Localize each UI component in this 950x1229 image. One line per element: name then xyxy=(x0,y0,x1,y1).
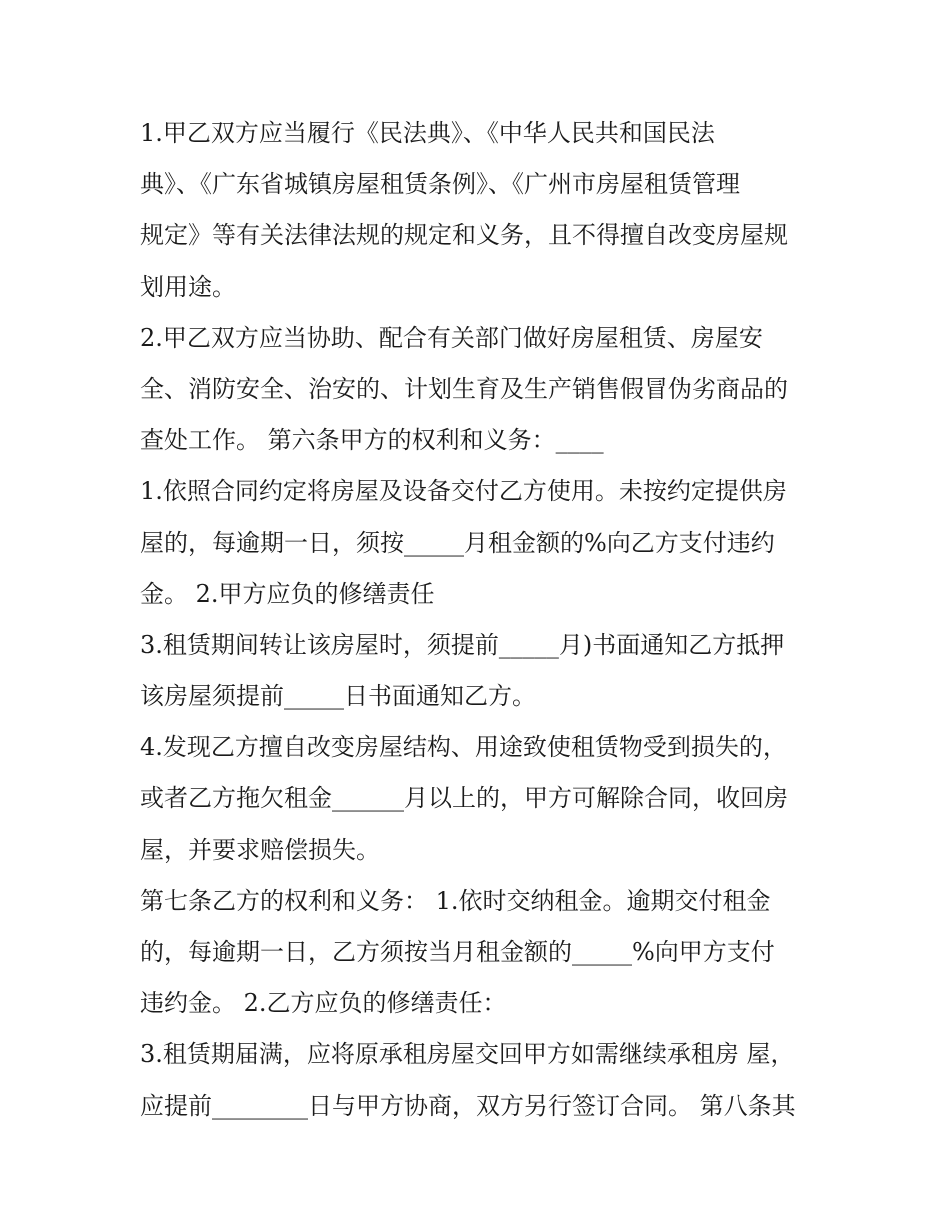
text-line: 查处工作。 第六条甲方的权利和义务：____ xyxy=(140,426,604,455)
text-line: 金。 2.甲方应负的修缮责任 xyxy=(140,579,435,608)
text-line: 或者乙方拖欠租金______月以上的，甲方可解除合同，收回房 xyxy=(140,784,788,813)
contract-text xyxy=(140,108,820,1132)
text-line: 3.租赁期届满，应将原承租房屋交回甲方如需继续承租房 屋， xyxy=(140,1040,795,1069)
text-line: 屋的，每逾期一日，须按_____月租金额的%向乙方支付违约 xyxy=(140,528,775,557)
text-line: 4.发现乙方擅自改变房屋结构、用途致使租赁物受到损失的， xyxy=(140,733,787,762)
text-line: 全、消防安全、治安的、计划生育及生产销售假冒伪劣商品的 xyxy=(140,374,788,403)
text-line: 违约金。 2.乙方应负的修缮责任： xyxy=(140,989,507,1018)
text-line: 划用途。 xyxy=(140,272,236,301)
text-line: 3.租赁期间转让该房屋时，须提前_____月)书面通知乙方抵押 xyxy=(140,630,785,659)
text-line: 1.依照合同约定将房屋及设备交付乙方使用。未按约定提供房 xyxy=(140,477,787,506)
text-line: 的，每逾期一日，乙方须按当月租金额的_____%向甲方支付 xyxy=(140,938,775,966)
text-line: 1.甲乙双方应当履行《民法典》、《中华人民共和国民法 xyxy=(140,119,715,147)
text-line: 典》、《广东省城镇房屋租赁条例》、《广州市房屋租赁管理 xyxy=(140,170,740,199)
text-line: 规定》等有关法律法规的规定和义务，且不得擅自改变房屋规 xyxy=(140,221,788,250)
text-line: 2.甲乙双方应当协助、配合有关部门做好房屋租赁、房屋安 xyxy=(140,323,763,352)
text-line: 该房屋须提前_____日书面通知乙方。 xyxy=(140,682,536,711)
text-line: 第七条乙方的权利和义务： 1.依时交纳租金。逾期交付租金 xyxy=(140,886,771,915)
text-line: 应提前________日与甲方协商，双方另行签订合同。 第八条其 xyxy=(140,1091,796,1120)
text-line: 屋，并要求赔偿损失。 xyxy=(140,835,380,864)
